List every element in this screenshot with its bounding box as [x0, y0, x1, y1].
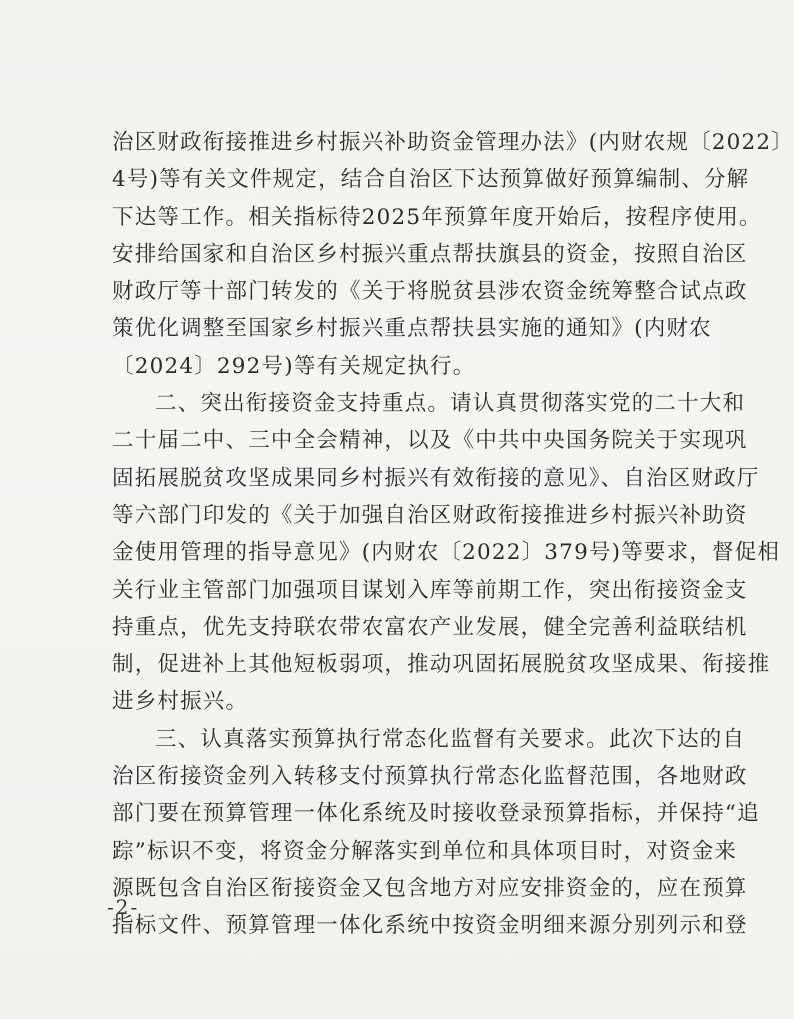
text-line: 踪”标识不变，将资金分解落实到单位和具体项目时，对资金来: [112, 838, 738, 864]
text-line: 二十届二中、三中全会精神，以及《中共中央国务院关于实现巩: [112, 428, 748, 454]
body-text: [112, 124, 794, 945]
text-line: 下达等工作。相关指标待2025年预算年度开始后，按程序使用。: [112, 204, 762, 230]
text-line: 策优化调整至国家乡村振兴重点帮扶县实施的通知》(内财农: [112, 316, 712, 342]
text-line: 治区财政衔接推进乡村振兴补助资金管理办法》(内财农规〔2022〕: [112, 130, 794, 155]
text-line: 持重点，优先支持联农带农富农产业发展，健全完善利益联结机: [112, 614, 748, 640]
text-line: 关行业主管部门加强项目谋划入库等前期工作，突出衔接资金支: [112, 577, 748, 603]
text-line: 固拓展脱贫攻坚成果同乡村振兴有效衔接的意见》、自治区财政厅: [112, 465, 760, 491]
text-line: 财政厅等十部门转发的《关于将脱贫县涉农资金统筹整合试点政: [112, 279, 748, 305]
text-line: 4号)等有关文件规定，结合自治区下达预算做好预算编制、分解: [112, 167, 750, 193]
text-line: 治区衔接资金列入转移支付预算执行常态化监督范围，各地财政: [112, 764, 748, 790]
page-number: -2-: [107, 895, 140, 919]
text-line: 〔2024〕292号)等有关规定执行。: [112, 353, 476, 379]
text-line: 部门要在预算管理一体化系统及时接收登录预算指标，并保持“追: [112, 801, 760, 827]
text-line: 二、突出衔接资金支持重点。请认真贯彻落实党的二十大和: [155, 391, 746, 417]
text-line: 安排给国家和自治区乡村振兴重点帮扶旗县的资金，按照自治区: [112, 241, 748, 267]
text-line: 三、认真落实预算执行常态化监督有关要求。此次下达的自: [155, 726, 746, 752]
text-line: 金使用管理的指导意见》(内财农〔2022〕379号)等要求，督促相: [112, 540, 781, 566]
text-line: 等六部门印发的《关于加强自治区财政衔接推进乡村振兴补助资: [112, 502, 748, 528]
text-line: 制，促进补上其他短板弱项，推动巩固拓展脱贫攻坚成果、衔接推: [112, 652, 771, 678]
text-line: 指标文件、预算管理一体化系统中按资金明细来源分别列示和登: [112, 913, 748, 939]
text-line: 进乡村振兴。: [112, 689, 249, 715]
text-line: 源既包含自治区衔接资金又包含地方对应安排资金的，应在预算: [112, 875, 748, 901]
